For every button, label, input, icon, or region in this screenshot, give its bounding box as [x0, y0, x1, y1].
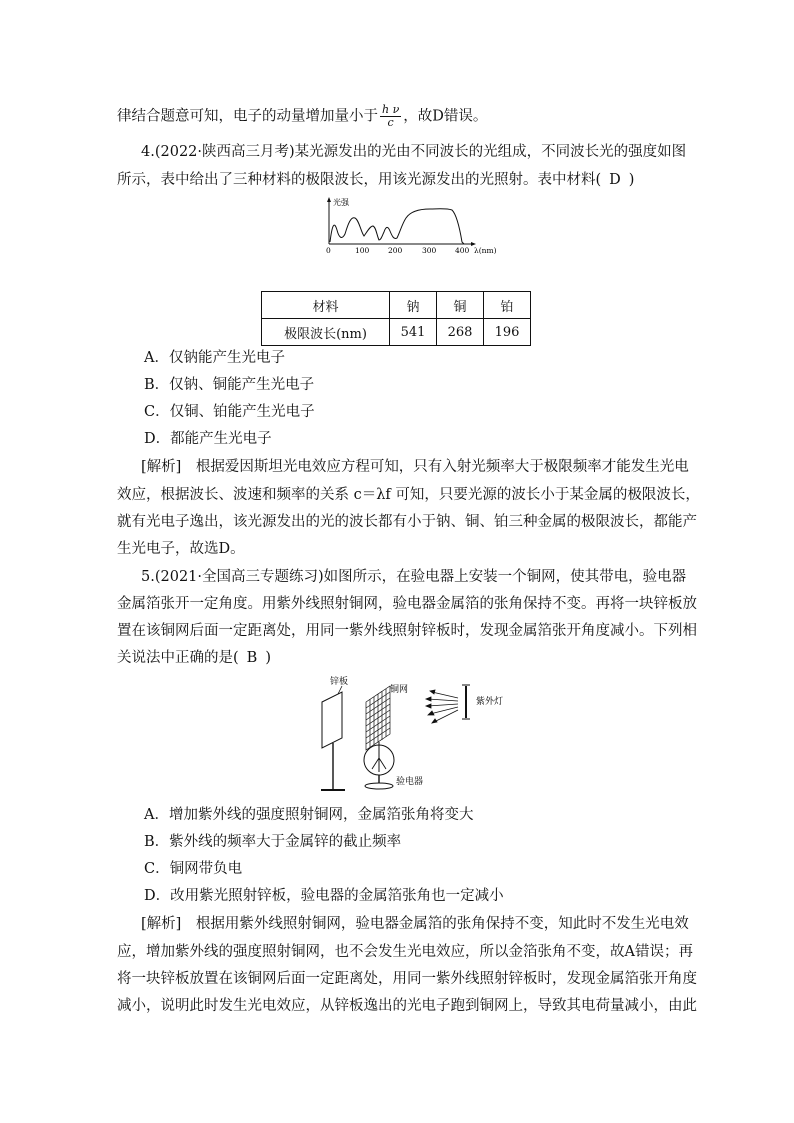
- option-b: B．仅钠、铜能产生光电子: [144, 377, 315, 393]
- explanation-line: 生光电子，故选D。: [117, 541, 245, 557]
- answer-mark: D: [609, 172, 621, 188]
- x-tick-label: 300: [422, 246, 437, 255]
- question-5-line: 5.(2021·全国高三专题练习)如图所示，在验电器上安装一个铜网，使其带电，验电器: [141, 569, 687, 585]
- x-axis-label: λ(nm): [474, 246, 497, 255]
- question-4-line: [117, 170, 634, 190]
- uv-lamp-label: 紫外灯: [476, 697, 504, 707]
- option-b: B．紫外线的频率大于金属锌的截止频率: [144, 834, 402, 850]
- table-cell: 541: [390, 319, 437, 346]
- table-row: [262, 319, 531, 346]
- copper-mesh: [366, 686, 390, 750]
- line-text: ): [628, 172, 635, 188]
- electroscope-label: 验电器: [396, 777, 424, 787]
- question-5-line: [117, 648, 271, 668]
- line-text: ): [265, 650, 271, 666]
- line-text: 律结合题意可知，电子的动量增加量小于: [117, 108, 378, 125]
- x-tick-label: 200: [388, 246, 403, 255]
- explanation-line: 就有光电子逸出，该光源发出的光的波长都有小于钠、铜、铂三种金属的极限波长，都能产: [117, 514, 697, 530]
- table-header-cell: 铂: [484, 292, 531, 319]
- answer-mark: B: [246, 650, 258, 666]
- y-axis-arrow: [327, 197, 331, 202]
- explanation-line: 减小，说明此时发生光电效应，从锌板逸出的光电子跑到铜网上，导致其电荷量减小，由此: [117, 998, 697, 1014]
- option-c: C．仅铜、铂能产生光电子: [144, 404, 315, 420]
- x-tick-label: 400: [455, 246, 470, 255]
- copper-mesh-label: 铜网: [390, 685, 409, 695]
- line-text: 关说法中正确的是(: [117, 650, 239, 666]
- explanation-line: 将一块锌板放置在该铜网后面一定距离处，用同一紫外线照射锌板时，发现金属箔张开角度: [117, 971, 697, 987]
- explanation-line: [解析] 根据爱因斯坦光电效应方程可知，只有入射光频率大于极限频率才能发生光电: [141, 459, 689, 475]
- option-c: C．铜网带负电: [144, 861, 243, 877]
- y-axis-label: 光强: [333, 198, 349, 207]
- option-d: D．改用紫光照射锌板，验电器的金属箔张角也一定减小: [144, 888, 504, 904]
- explanation-line: 效应，根据波长、波速和频率的关系 c＝λf 可知，只要光源的波长小于某金属的极限波长，: [117, 487, 700, 503]
- table-header-cell: 铜: [437, 292, 484, 319]
- intensity-curve: [330, 209, 464, 244]
- explanation-line: [解析] 根据用紫外线照射铜网，验电器金属箔的张角保持不变，知此时不发生光电效: [141, 916, 689, 932]
- zinc-plate: [322, 692, 342, 748]
- uv-rays: [426, 690, 458, 723]
- fraction: [380, 104, 401, 129]
- table-cell: 196: [484, 319, 531, 346]
- spectrum-chart: [318, 196, 504, 258]
- x-tick-label: 0: [326, 246, 331, 255]
- explanation-line: 应，增加紫外线的强度照射铜网，也不会发生光电效应，所以金箔张角不变，故A错误；再: [117, 944, 693, 960]
- table-header-cell: 材料: [262, 292, 390, 319]
- fraction-numerator: h ν: [382, 103, 400, 116]
- line-text: ，故D错误。: [403, 108, 488, 125]
- line-text: 所示，表中给出了三种材料的极限波长，用该光源发出的光照射。表中材料(: [117, 172, 602, 188]
- option-a: A．仅钠能产生光电子: [144, 350, 285, 366]
- zinc-plate-label: 锌板: [330, 677, 349, 687]
- text-line: [117, 104, 487, 129]
- option-d: D．都能产生光电子: [144, 431, 272, 447]
- electroscope-base: [365, 783, 393, 789]
- question-5-line: 置在该铜网后面一定距离处，用同一紫外线照射锌板时，发现金属箔张开角度减小。下列相: [117, 623, 697, 639]
- fraction-denominator: c: [387, 116, 394, 129]
- table-header-row: [262, 292, 531, 319]
- option-a: A．增加紫外线的强度照射铜网，金属箔张角将变大: [144, 807, 474, 823]
- question-5-line: 金属箔张开一定角度。用紫外线照射铜网，验电器金属箔的张角保持不变。再将一块锌板放: [117, 596, 697, 612]
- limit-wavelength-table: [261, 291, 531, 346]
- table-row-label: 极限波长(nm): [262, 319, 390, 346]
- apparatus-diagram: [308, 672, 528, 797]
- table-header-cell: 钠: [390, 292, 437, 319]
- x-tick-label: 100: [355, 246, 370, 255]
- table-cell: 268: [437, 319, 484, 346]
- question-4-line: 4.(2022·陕西高三月考)某光源发出的光由不同波长的光组成，不同波长光的强度如图: [141, 144, 687, 160]
